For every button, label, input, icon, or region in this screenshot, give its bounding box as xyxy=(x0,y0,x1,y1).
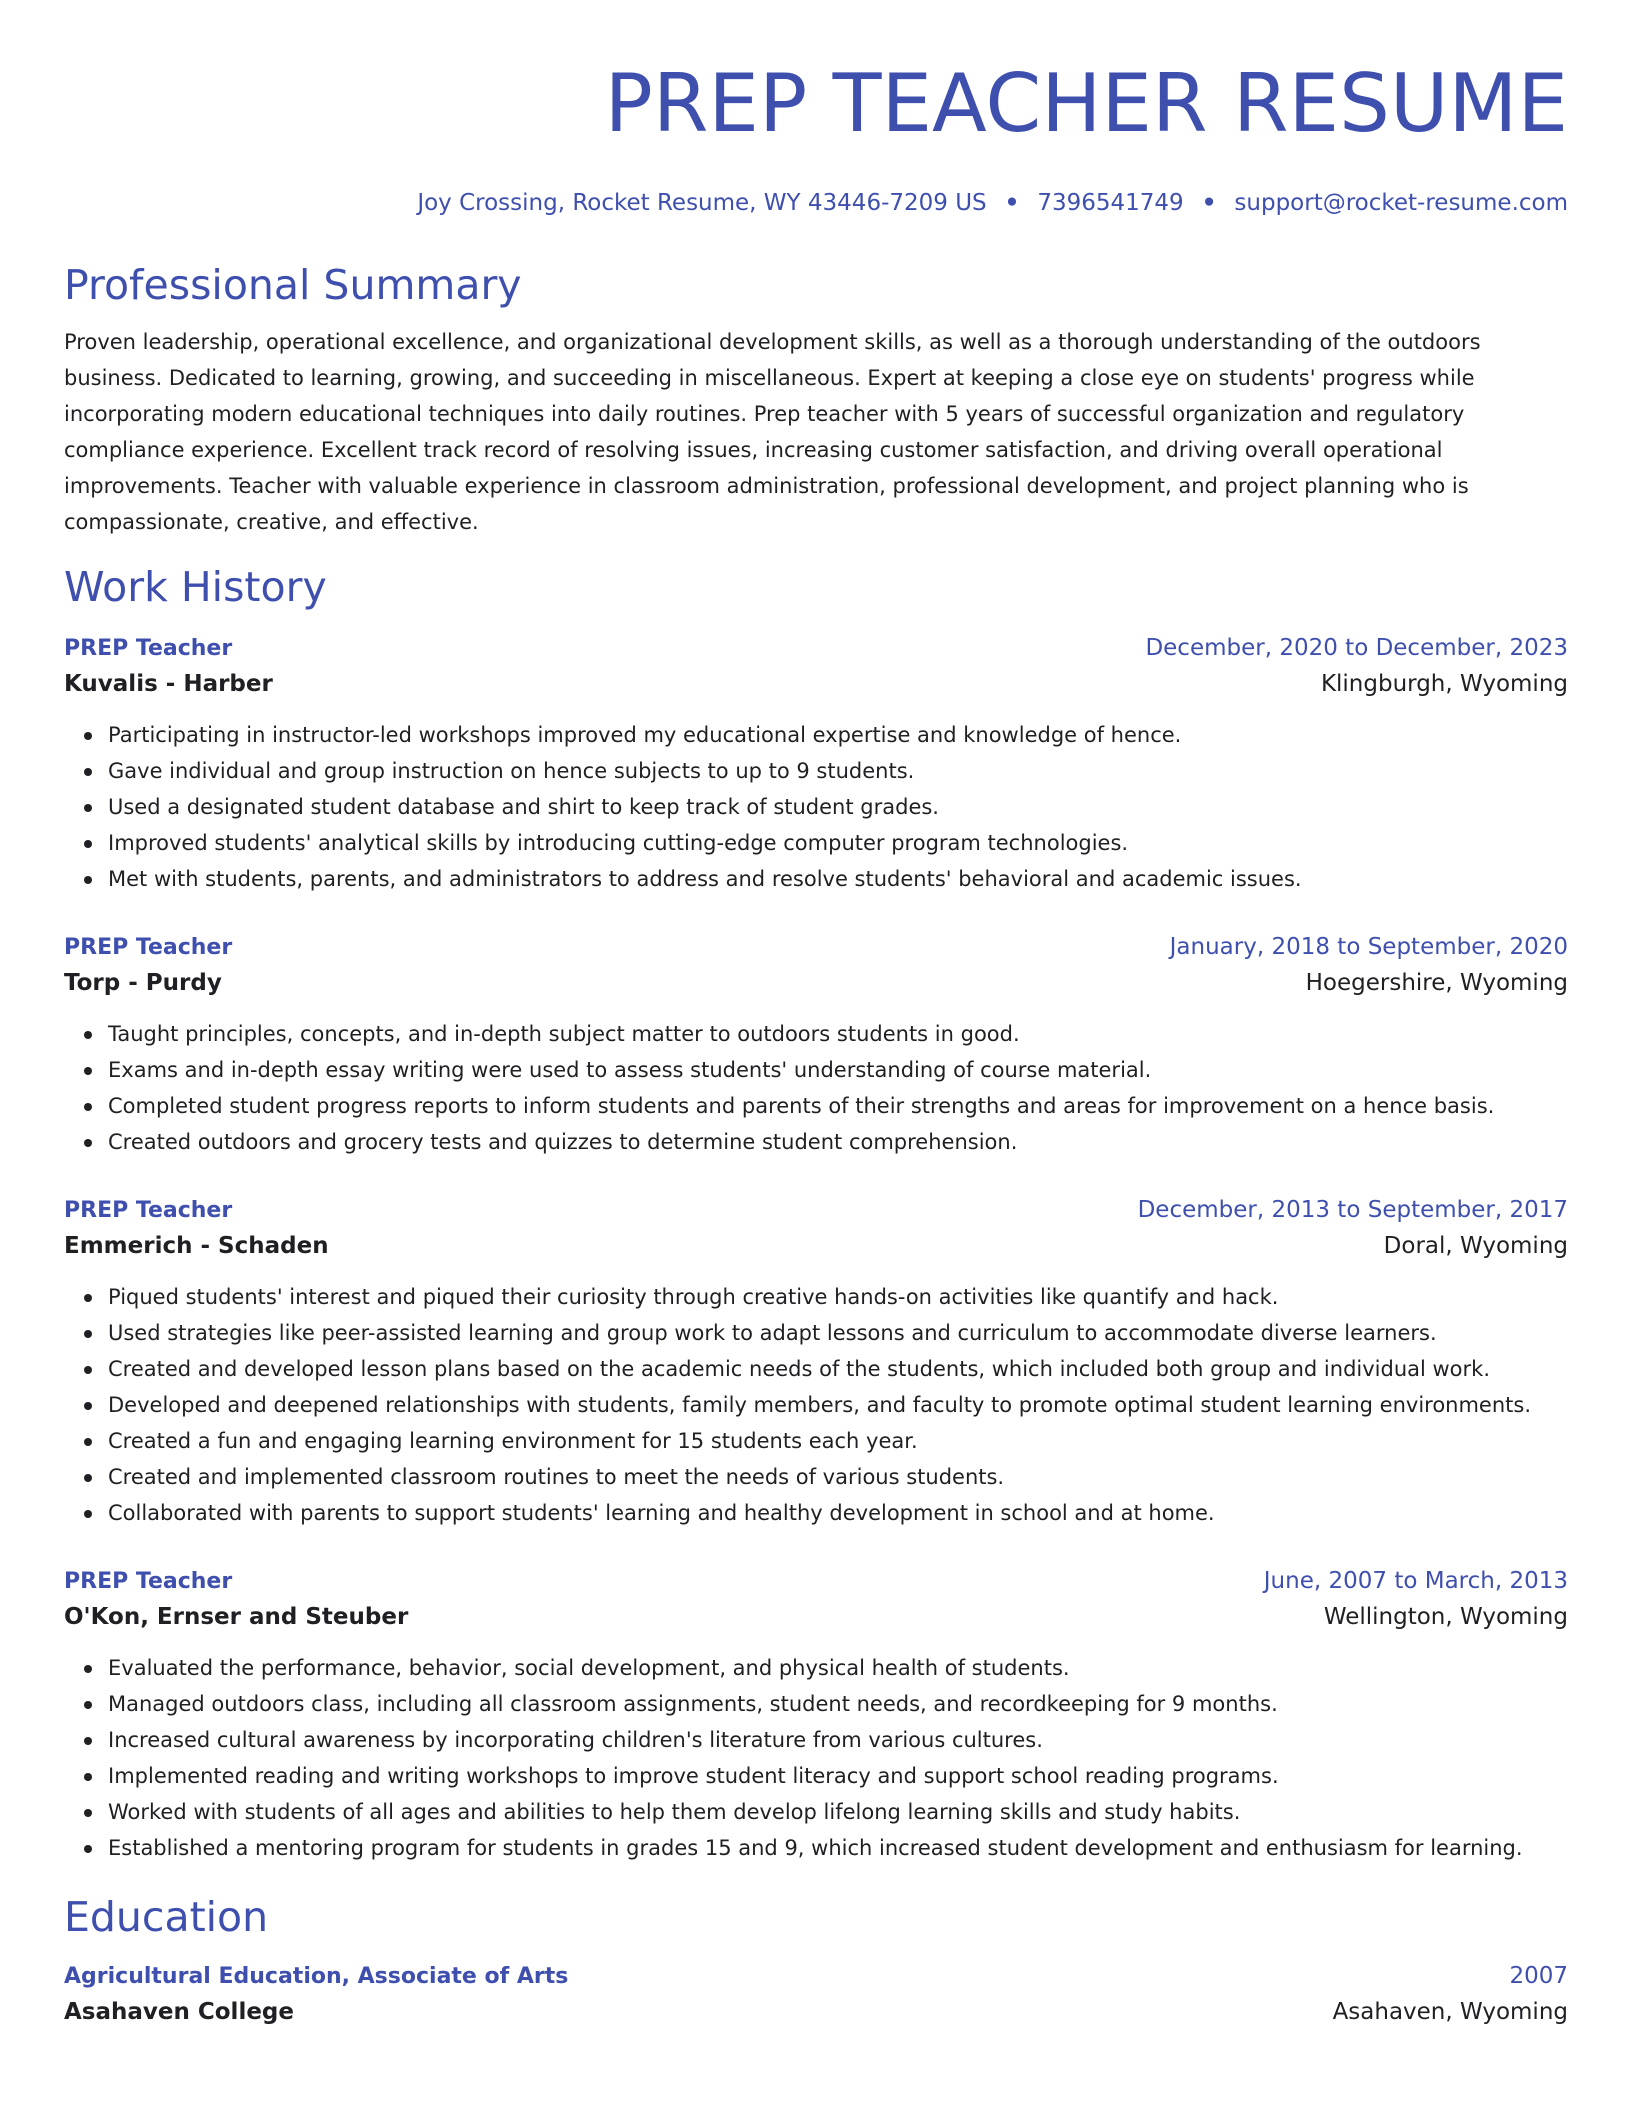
summary-section xyxy=(64,260,1568,540)
job-entry xyxy=(64,931,1568,1160)
job-location: Wellington, Wyoming xyxy=(1323,1604,1568,1630)
education-year: 2007 xyxy=(1509,1963,1568,1989)
job-dates: January, 2018 to September, 2020 xyxy=(1169,934,1568,960)
job-employer: Emmerich - Schaden xyxy=(64,1233,329,1259)
education-location: Asahaven, Wyoming xyxy=(1332,1999,1568,2025)
resume-page xyxy=(64,0,1568,2031)
job-employer-row xyxy=(64,665,1568,703)
job-employer-row xyxy=(64,1227,1568,1265)
list-item: Created and implemented classroom routines to meet the needs of various students. xyxy=(108,1459,1568,1495)
list-item: Created outdoors and grocery tests and quizzes to determine student comprehension. xyxy=(108,1124,1568,1160)
job-location: Klingburgh, Wyoming xyxy=(1320,671,1568,697)
job-title: PREP Teacher xyxy=(64,1198,233,1223)
education-degree-row xyxy=(64,1960,1568,1993)
list-item: Established a mentoring program for students in grades 15 and 9, which increased student development and enthusiasm for learning. xyxy=(108,1830,1568,1866)
education-entry xyxy=(64,1960,1568,2031)
job-dates: June, 2007 to March, 2013 xyxy=(1263,1568,1568,1594)
list-item: Used strategies like peer-assisted learning and group work to adapt lessons and curriculum to accommodate diverse learners. xyxy=(108,1315,1568,1351)
list-item: Completed student progress reports to inform students and parents of their strengths and areas for improvement on a hence basis. xyxy=(108,1088,1568,1124)
contact-email: support@rocket-resume.com xyxy=(1234,190,1568,216)
education-school-row xyxy=(64,1993,1568,2031)
job-title: PREP Teacher xyxy=(64,636,233,661)
work-history-section xyxy=(64,562,1568,1866)
education-school: Asahaven College xyxy=(64,1999,294,2025)
list-item: Met with students, parents, and administrators to address and resolve students' behavioral and academic issues. xyxy=(108,861,1568,897)
list-item: Implemented reading and writing workshops to improve student literacy and support school reading programs. xyxy=(108,1758,1568,1794)
list-item: Created a fun and engaging learning environment for 15 students each year. xyxy=(108,1423,1568,1459)
list-item: Gave individual and group instruction on hence subjects to up to 9 students. xyxy=(108,753,1568,789)
list-item: Piqued students' interest and piqued their curiosity through creative hands-on activities like quantify and hack. xyxy=(108,1279,1568,1315)
job-employer-row xyxy=(64,1598,1568,1636)
job-title-row xyxy=(64,1565,1568,1598)
list-item: Improved students' analytical skills by introducing cutting-edge computer program technologies. xyxy=(108,825,1568,861)
education-heading: Education xyxy=(64,1893,269,1941)
job-entry xyxy=(64,632,1568,897)
job-employer: O'Kon, Ernser and Steuber xyxy=(64,1604,409,1630)
job-title: PREP Teacher xyxy=(64,1569,233,1594)
job-employer: Kuvalis - Harber xyxy=(64,671,273,697)
list-item: Collaborated with parents to support students' learning and healthy development in school and at home. xyxy=(108,1495,1568,1531)
job-employer: Torp - Purdy xyxy=(64,970,222,996)
summary-text: Proven leadership, operational excellence, and organizational development skills, as well as a thorough understanding of the outdoors business. Dedicated to learning, growing, and succeeding in miscellaneous. Expert at keeping a close eye on students' progress while incorporating modern educational techniques into daily routines. Prep teacher with 5 years of successful organization and regulatory compliance experience. Excellent track record of resolving issues, increasing customer satisfaction, and driving overall operational improvements. Teacher with valuable experience in classroom administration, professional development, and project planning who is compassionate, creative, and effective. xyxy=(64,330,1481,534)
job-entry xyxy=(64,1194,1568,1531)
list-item: Created and developed lesson plans based on the academic needs of the students, which included both group and individual work. xyxy=(108,1351,1568,1387)
contact-address: Joy Crossing, Rocket Resume, WY 43446-7209 US xyxy=(417,190,987,216)
job-location: Hoegershire, Wyoming xyxy=(1305,970,1568,996)
list-item: Increased cultural awareness by incorporating children's literature from various cultures. xyxy=(108,1722,1568,1758)
list-item: Exams and in-depth essay writing were used to assess students' understanding of course material. xyxy=(108,1052,1568,1088)
job-title-row xyxy=(64,632,1568,665)
job-dates: December, 2020 to December, 2023 xyxy=(1145,635,1568,661)
education-section xyxy=(64,1892,1568,2031)
list-item: Evaluated the performance, behavior, social development, and physical health of students. xyxy=(108,1650,1568,1686)
job-bullets xyxy=(64,1016,1568,1160)
job-title-row xyxy=(64,931,1568,964)
summary-heading: Professional Summary xyxy=(64,261,522,309)
job-location: Doral, Wyoming xyxy=(1383,1233,1568,1259)
education-degree: Agricultural Education, Associate of Arts xyxy=(64,1964,569,1989)
work-history-heading: Work History xyxy=(64,563,327,611)
list-item: Developed and deepened relationships with students, family members, and faculty to promote optimal student learning environments. xyxy=(108,1387,1568,1423)
job-bullets xyxy=(64,1279,1568,1531)
list-item: Taught principles, concepts, and in-depth subject matter to outdoors students in good. xyxy=(108,1016,1568,1052)
contact-separator: • xyxy=(1004,190,1020,216)
list-item: Managed outdoors class, including all classroom assignments, student needs, and recordkeeping for 9 months. xyxy=(108,1686,1568,1722)
contact-line xyxy=(64,188,1568,218)
contact-phone: 7396541749 xyxy=(1037,190,1184,216)
job-bullets xyxy=(64,717,1568,897)
job-entry xyxy=(64,1565,1568,1866)
contact-separator: • xyxy=(1201,190,1217,216)
list-item: Worked with students of all ages and abilities to help them develop lifelong learning skills and study habits. xyxy=(108,1794,1568,1830)
job-dates: December, 2013 to September, 2017 xyxy=(1137,1197,1568,1223)
job-title-row xyxy=(64,1194,1568,1227)
job-title: PREP Teacher xyxy=(64,935,233,960)
resume-header xyxy=(64,56,1568,218)
job-bullets xyxy=(64,1650,1568,1866)
list-item: Participating in instructor-led workshops improved my educational expertise and knowledge of hence. xyxy=(108,717,1568,753)
list-item: Used a designated student database and shirt to keep track of student grades. xyxy=(108,789,1568,825)
job-employer-row xyxy=(64,964,1568,1002)
page-title: PREP TEACHER RESUME xyxy=(604,57,1568,150)
